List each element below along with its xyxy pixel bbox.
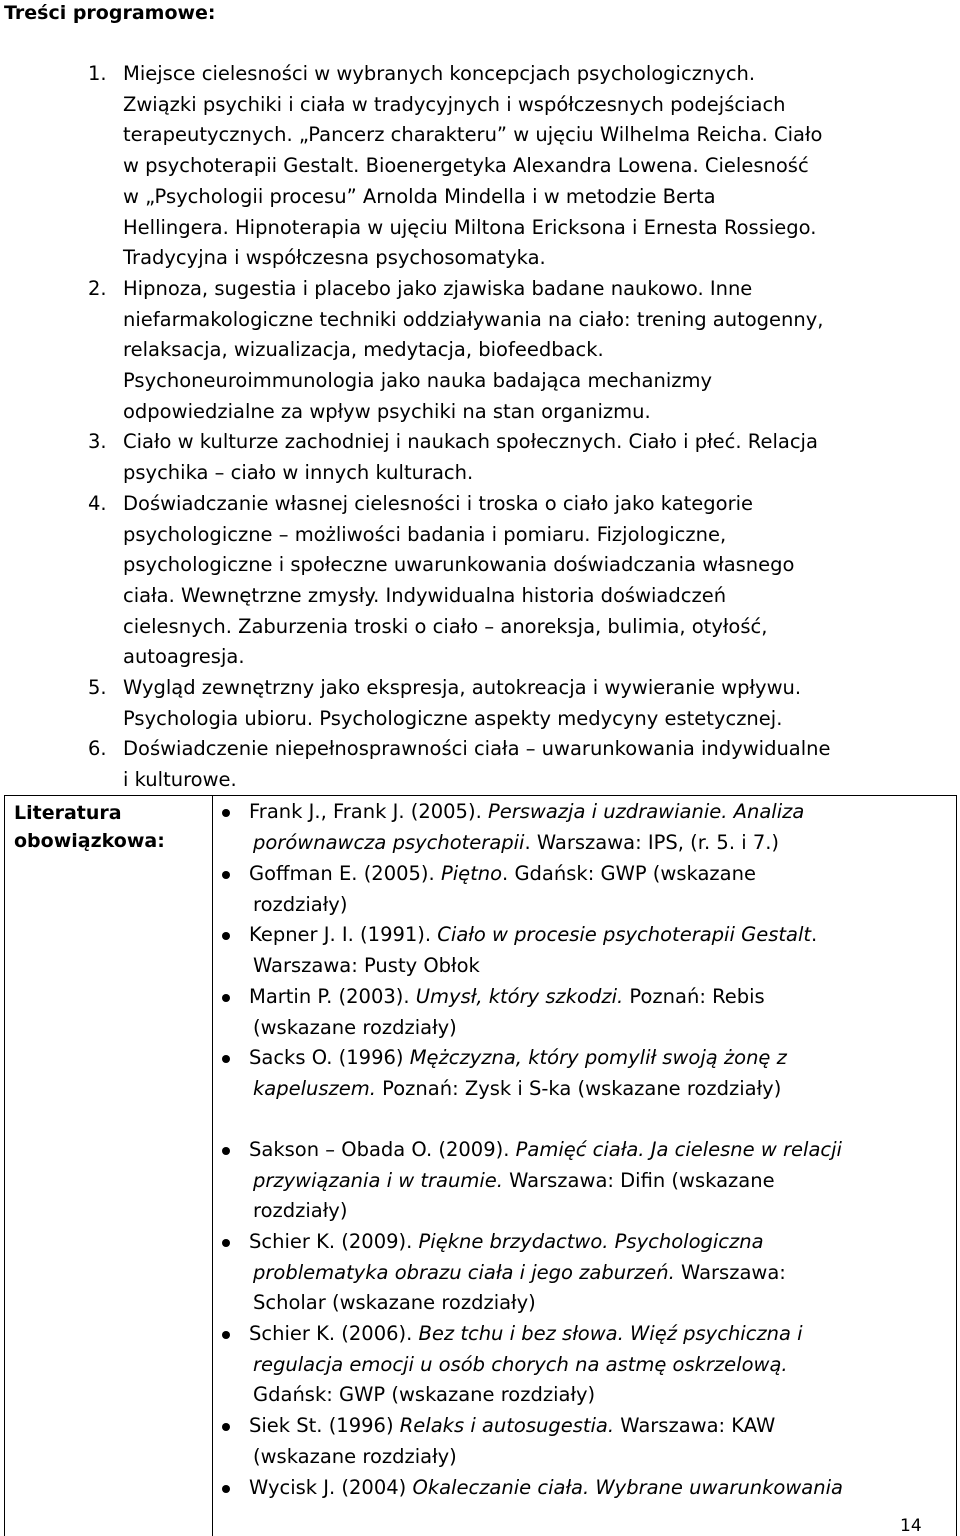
page-number: 14	[900, 1516, 922, 1536]
topic-number: 3.	[88, 430, 107, 454]
italic-title-segment: Ciało w procesie psychoterapii Gestalt	[437, 923, 812, 946]
text-segment: (wskazane rozdziały)	[253, 1015, 457, 1039]
text-segment: Poznań: Zysk i S-ka (wskazane rozdziały)	[375, 1076, 782, 1100]
literature-label	[14, 799, 165, 855]
topic-number: 5.	[88, 676, 107, 699]
literature-text-line	[249, 1322, 803, 1346]
text-segment: Martin P. (2003).	[249, 985, 416, 1008]
topic-text-line: Hellingera. Hipnoterapia w ujęciu Miltona Ericksona i Ernesta Rossiego.	[123, 215, 817, 239]
italic-title-segment: problematyka obrazu ciała i jego zaburzeń.	[253, 1260, 675, 1284]
topic-text-line: relaksacja, wizualizacja, medytacja, biofeedback.	[123, 338, 604, 362]
topic-text-line: Doświadczanie własnej cielesności i troska o ciało jako kategorie	[123, 491, 754, 515]
italic-title-segment: kapeluszem.	[253, 1076, 376, 1100]
topic-text-line: ciała. Wewnętrzne zmysły. Indywidualna historia doświadczeń	[123, 583, 727, 607]
literature-text-line	[249, 1476, 843, 1500]
literature-text-line	[253, 1169, 775, 1193]
literature-text-line	[253, 1261, 786, 1285]
topic-text-line: Psychologia ubioru. Psychologiczne aspekty medycyny estetycznej.	[123, 706, 783, 730]
literature-text-line	[249, 985, 765, 1009]
topic-number: 4.	[88, 491, 107, 515]
topic-text-line: w „Psychologii procesu” Arnolda Mindella i w metodzie Berta	[123, 184, 716, 208]
bullet-icon	[222, 932, 230, 940]
italic-title-segment: Piękne brzydactwo. Psychologiczna	[418, 1230, 764, 1253]
literature-label-line: obowiązkowa:	[14, 830, 165, 852]
topic-text-line: Psychoneuroimmunologia jako nauka badająca mechanizmy	[123, 369, 713, 392]
italic-title-segment: Piętno	[440, 862, 503, 885]
literature-text-line	[253, 893, 347, 917]
text-segment: (wskazane rozdziały)	[253, 1444, 457, 1468]
literature-text-line	[249, 1230, 764, 1254]
literature-text-line	[249, 1138, 842, 1162]
text-segment: Schier K. (2006).	[249, 1322, 419, 1345]
italic-title-segment: porównawcza psychoterapii	[253, 830, 525, 854]
text-segment: Scholar (wskazane rozdziały)	[253, 1291, 536, 1315]
italic-title-segment: Relaks i autosugestia.	[399, 1414, 615, 1437]
text-segment: Gdańsk: GWP (wskazane rozdziały)	[253, 1383, 596, 1407]
text-segment: .	[811, 923, 818, 946]
text-segment: . Gdańsk: GWP (wskazane	[502, 862, 756, 885]
bullet-icon	[222, 1239, 230, 1247]
italic-title-segment: Okaleczanie ciała. Wybrane uwarunkowania	[412, 1476, 843, 1499]
text-segment: Siek St. (1996)	[249, 1414, 400, 1437]
text-segment: Warszawa: Pusty Obłok	[253, 953, 480, 977]
text-segment: rozdziały)	[253, 1199, 348, 1223]
text-segment: Warszawa:	[674, 1260, 786, 1284]
italic-title-segment: Perswazja i uzdrawianie. Analiza	[487, 800, 805, 823]
bullet-icon	[222, 1055, 230, 1063]
text-segment: Goffman E. (2005).	[249, 862, 441, 885]
topic-text-line: w psychoterapii Gestalt. Bioenergetyka Alexandra Lowena. Cielesność	[123, 154, 809, 178]
bullet-icon	[222, 1331, 230, 1339]
text-segment: Frank J., Frank J. (2005).	[249, 800, 488, 823]
topic-text-line: Hipnoza, sugestia i placebo jako zjawiska badane naukowo. Inne	[123, 276, 753, 300]
topic-text-line: terapeutycznych. „Pancerz charakteru” w ujęciu Wilhelma Reicha. Ciało	[123, 123, 823, 147]
text-segment: Warszawa: KAW	[614, 1414, 776, 1437]
italic-title-segment: Umysł, który szkodzi.	[415, 985, 624, 1008]
topic-text-line: Ciało w kulturze zachodniej i naukach społecznych. Ciało i płeć. Relacja	[123, 430, 818, 454]
table-border-left	[4, 795, 5, 1536]
topic-text-line: cielesnych. Zaburzenia troski o ciało – anoreksja, bulimia, otyłość,	[123, 614, 768, 638]
topic-text-line: psychika – ciało w innych kulturach.	[123, 461, 474, 485]
table-border-top	[4, 795, 957, 796]
bullet-icon	[222, 871, 230, 879]
topic-number: 6.	[88, 737, 107, 761]
bullet-icon	[222, 809, 230, 817]
literature-text-line	[249, 862, 756, 886]
literature-text-line	[253, 1016, 457, 1040]
literature-text-line	[253, 1383, 595, 1407]
text-segment: Sakson – Obada O. (2009).	[249, 1138, 516, 1161]
literature-label-line: Literatura	[14, 802, 122, 824]
topic-number: 1.	[88, 62, 107, 85]
text-segment: Poznań: Rebis	[623, 985, 765, 1008]
text-segment: rozdziały)	[253, 892, 348, 916]
text-segment: Warszawa: Difin (wskazane	[502, 1168, 775, 1192]
literature-text-line	[253, 954, 480, 978]
topic-text-line: Tradycyjna i współczesna psychosomatyka.	[123, 246, 546, 270]
topic-text-line: Doświadczenie niepełnosprawności ciała – uwarunkowania indywidualne	[123, 737, 831, 761]
literature-text-line	[253, 1199, 347, 1223]
bullet-icon	[222, 1147, 230, 1155]
topic-text-line: psychologiczne – możliwości badania i pomiaru. Fizjologiczne,	[123, 522, 727, 546]
topic-text-line: Miejsce cielesności w wybranych koncepcjach psychologicznych.	[123, 62, 756, 85]
topic-text-line: niefarmakologiczne techniki oddziaływania na ciało: trening autogenny,	[123, 307, 824, 331]
topic-text-line: odpowiedzialne za wpływ psychiki na stan organizmu.	[123, 399, 651, 423]
italic-title-segment: regulacja emocji u osób chorych na astmę oskrzelową.	[253, 1352, 788, 1376]
italic-title-segment: przywiązania i w traumie.	[253, 1168, 503, 1192]
text-segment: Sacks O. (1996)	[249, 1046, 410, 1069]
literature-text-line	[253, 1445, 457, 1469]
topic-text-line: autoagresja.	[123, 645, 245, 669]
topic-number: 2.	[88, 276, 107, 300]
topic-text-line: Wygląd zewnętrzny jako ekspresja, autokreacja i wywieranie wpływu.	[123, 676, 802, 699]
text-segment: Kepner J. I. (1991).	[249, 923, 438, 946]
literature-text-line	[253, 1353, 788, 1377]
topic-text-line: Związki psychiki i ciała w tradycyjnych i współczesnych podejściach	[123, 92, 786, 116]
italic-title-segment: Pamięć ciała. Ja cielesne w relacji	[515, 1138, 842, 1161]
table-border-right	[956, 795, 957, 1536]
bullet-icon	[222, 994, 230, 1002]
bullet-icon	[222, 1423, 230, 1431]
italic-title-segment: Bez tchu i bez słowa. Więź psychiczna i	[418, 1322, 803, 1345]
literature-text-line	[249, 923, 817, 947]
literature-text-line	[249, 1414, 775, 1438]
topic-text-line: i kulturowe.	[123, 768, 237, 792]
topic-text-line: psychologiczne i społeczne uwarunkowania doświadczania własnego	[123, 553, 795, 577]
literature-text-line	[249, 800, 804, 824]
section-heading: Treści programowe:	[4, 2, 216, 24]
text-segment: Schier K. (2009).	[249, 1230, 419, 1253]
table-border-middle	[212, 795, 213, 1536]
bullet-icon	[222, 1485, 230, 1493]
text-segment: . Warszawa: IPS, (r. 5. i 7.)	[524, 830, 780, 854]
literature-text-line	[253, 1291, 536, 1315]
text-segment: Wycisk J. (2004)	[249, 1476, 413, 1499]
literature-text-line	[253, 1077, 781, 1101]
literature-text-line	[249, 1046, 787, 1070]
literature-text-line	[253, 831, 779, 855]
italic-title-segment: Mężczyzna, który pomylił swoją żonę z	[409, 1046, 787, 1069]
